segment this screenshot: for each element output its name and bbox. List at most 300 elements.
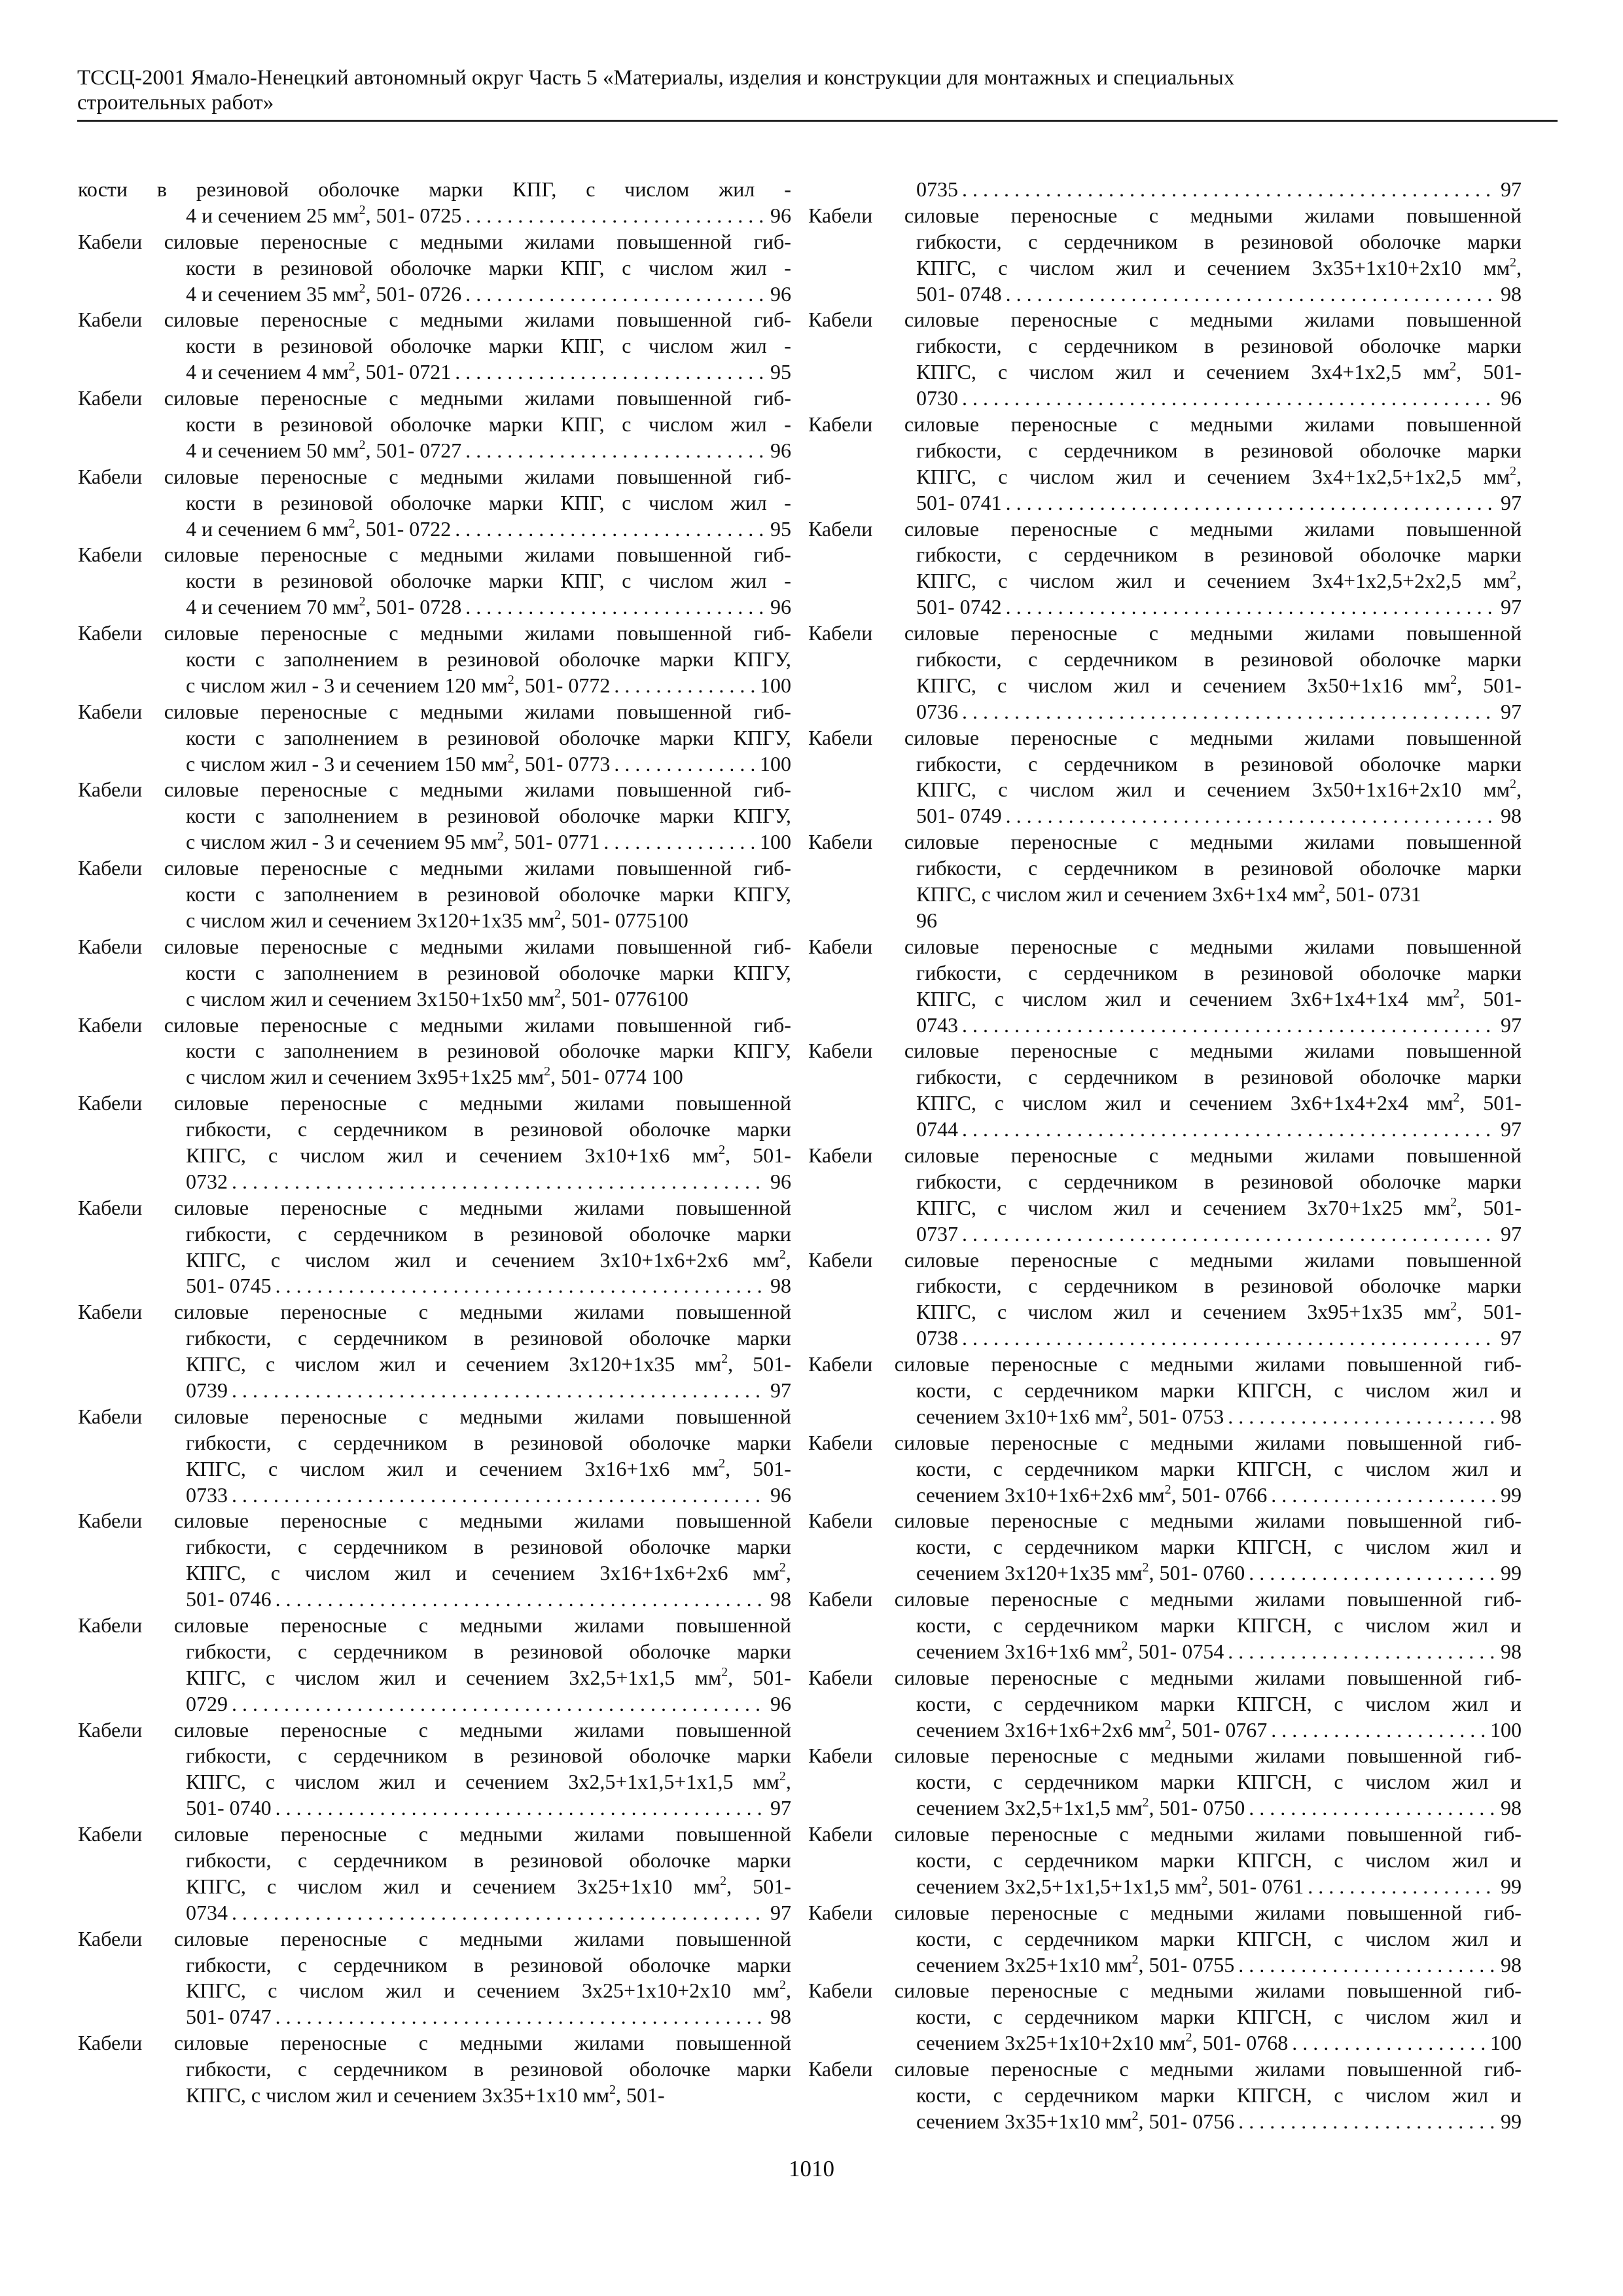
entry-text: 501- 0742 xyxy=(916,595,1002,619)
entry-word: кости xyxy=(186,960,236,984)
entry-word: медными xyxy=(459,1717,543,1742)
entry-page-number: 97 xyxy=(1501,490,1522,514)
entry-word: и xyxy=(1510,1456,1522,1480)
entry-word: в xyxy=(1204,960,1215,984)
entry-word: в xyxy=(418,882,428,906)
entry-word: гибкости, xyxy=(916,438,1002,462)
entry-word: 501- xyxy=(753,1352,791,1376)
entry-word: в xyxy=(474,1117,484,1141)
entry-text: сечением 3х16+1х6 $мм^2$, 501- 0754 xyxy=(916,1638,1224,1663)
entry-word: оболочке xyxy=(629,2057,711,2081)
entry-line xyxy=(808,1560,1522,1587)
dot-leader xyxy=(455,516,766,543)
entry-word: в xyxy=(253,569,263,593)
entry-line xyxy=(808,1404,1522,1430)
entry-word: с xyxy=(389,229,399,253)
dot-leader xyxy=(1228,1639,1497,1665)
dot-leader xyxy=(232,1900,766,1926)
entry-word: переносные xyxy=(260,621,367,645)
dot-leader xyxy=(465,203,766,229)
entry-word: сердечником xyxy=(1063,229,1178,253)
index-entry xyxy=(808,1247,1522,1352)
entry-word: оболочке xyxy=(1359,647,1441,672)
entry-word: гибкости, xyxy=(916,229,1002,253)
entry-line xyxy=(808,333,1522,359)
entry-line xyxy=(808,255,1522,281)
entry-word: гиб- xyxy=(753,778,791,802)
entry-line xyxy=(808,229,1522,255)
dot-leader xyxy=(1271,1482,1497,1509)
entry-line xyxy=(808,1456,1522,1482)
entry-word: и xyxy=(1510,1848,1522,1872)
entry-page-number: 97 xyxy=(1501,1221,1522,1246)
entry-word: с xyxy=(994,986,1004,1011)
entry-line xyxy=(78,620,791,647)
entry-word: с xyxy=(298,1952,308,1977)
entry-word: силовые xyxy=(904,1247,980,1272)
entry-word: Кабели xyxy=(808,1665,873,1689)
dot-leader xyxy=(276,1795,766,1821)
entry-word: марки xyxy=(1467,1065,1522,1089)
entry-word: 3х16+1х6 xyxy=(584,1456,670,1480)
entry-word: марки xyxy=(488,412,543,437)
entry-word: резиновой xyxy=(280,490,373,514)
entry-word: медными xyxy=(1150,1822,1234,1846)
entry-word: КПГС, xyxy=(916,986,976,1011)
entry-word: с xyxy=(998,464,1008,488)
running-header xyxy=(77,65,1556,115)
entry-word: Кабели xyxy=(808,1979,873,2003)
entry-page-number: 100 xyxy=(760,830,791,854)
entry-word: жил xyxy=(395,1561,431,1585)
entry-word: оболочке xyxy=(1359,856,1441,880)
entry-line xyxy=(808,2004,1522,2030)
entry-word: с xyxy=(1119,2057,1129,2081)
entry-word: КПГУ, xyxy=(733,804,791,828)
entry-word: кости, xyxy=(916,1378,972,1402)
entry-word: гиб- xyxy=(753,856,791,880)
entry-line xyxy=(808,1221,1522,1247)
entry-word: с xyxy=(993,1378,1003,1402)
entry-word: $мм^2$, xyxy=(753,1247,791,1272)
dot-leader xyxy=(232,1378,766,1404)
entry-word: повышенной xyxy=(1347,2057,1463,2081)
entry-word: - xyxy=(784,177,791,201)
entry-word: переносные xyxy=(280,1300,387,1324)
entry-word: Кабели xyxy=(808,1744,873,1768)
entry-word: с xyxy=(1028,229,1038,253)
entry-line xyxy=(808,2083,1522,2109)
entry-word: с xyxy=(418,1926,428,1950)
entry-word: 501- xyxy=(1483,1300,1522,1324)
dot-leader xyxy=(1228,1404,1497,1430)
entry-word: сечением xyxy=(1207,569,1291,593)
entry-line xyxy=(78,1482,791,1509)
entry-word: жил xyxy=(1452,1613,1489,1637)
entry-word: жилами xyxy=(574,1926,645,1950)
entry-word: сердечником xyxy=(333,1744,448,1768)
entry-word: силовые xyxy=(904,1143,980,1167)
entry-word: силовые xyxy=(164,856,239,880)
entry-line xyxy=(78,333,791,359)
entry-word: силовые xyxy=(894,1352,969,1376)
entry-word: и xyxy=(444,1979,455,2003)
entry-line xyxy=(808,1587,1522,1613)
entry-word: 3х2,5+1х1,5 xyxy=(569,1665,675,1689)
entry-word: жилами xyxy=(1255,1979,1325,2003)
index-entry xyxy=(808,934,1522,1039)
entry-word: числом xyxy=(1365,1770,1431,1794)
entry-word: числом xyxy=(1365,1456,1431,1480)
entry-word: числом xyxy=(1029,569,1094,593)
entry-word: марки xyxy=(1467,438,1522,462)
entry-word: с xyxy=(998,569,1008,593)
entry-word: - xyxy=(784,490,791,514)
entry-line xyxy=(78,386,791,412)
entry-line xyxy=(808,1665,1522,1691)
entry-line xyxy=(808,1743,1522,1769)
entry-line xyxy=(78,2030,791,2056)
entry-word: сердечником xyxy=(1024,1926,1139,1950)
entry-word: с xyxy=(1119,1900,1129,1924)
entry-text: сечением 3х120+1х35 $мм^2$, 501- 0760 xyxy=(916,1560,1245,1585)
entry-line xyxy=(78,542,791,568)
dot-leader xyxy=(614,751,756,778)
entry-word: резиновой xyxy=(280,334,373,358)
entry-word: оболочке xyxy=(1359,438,1441,462)
entry-word: повышенной xyxy=(616,464,732,488)
entry-page-number: 96 xyxy=(1501,386,1522,410)
entry-word: силовые xyxy=(173,1091,249,1115)
entry-page-number: 100 xyxy=(656,908,688,932)
index-entry xyxy=(808,1821,1522,1900)
entry-word: силовые xyxy=(173,1404,249,1428)
entry-word: резиновой xyxy=(1240,1065,1334,1089)
entry-word: $мм^2$, xyxy=(694,1352,734,1376)
entry-word: переносные xyxy=(991,1822,1097,1846)
index-entry xyxy=(808,1038,1522,1143)
entry-word: - xyxy=(784,412,791,437)
entry-word: марки xyxy=(1160,2083,1215,2108)
entry-word: 3х6+1х4+2х4 xyxy=(1290,1091,1408,1115)
entry-page-number: 95 xyxy=(770,360,791,384)
entry-word: Кабели xyxy=(78,1300,143,1324)
index-entry xyxy=(808,1900,1522,1979)
entry-word: гибкости, xyxy=(916,751,1002,776)
entry-page-number: 98 xyxy=(1501,1639,1522,1663)
entry-word: гиб- xyxy=(1484,1430,1522,1454)
header-line-1: ТССЦ-2001 Ямало-Ненецкий автономный округ Часть 5 «Материалы, изделия и конструкции для монтажных и специальных xyxy=(77,66,1235,90)
entry-page-number: 98 xyxy=(770,1587,791,1611)
entry-word: 3х10+1х6+2х6 xyxy=(599,1247,728,1272)
entry-text: 0738 xyxy=(916,1326,958,1350)
entry-word: и xyxy=(445,1143,457,1167)
entry-word: числом xyxy=(1029,778,1094,802)
index-entry xyxy=(78,1195,791,1300)
entry-line xyxy=(808,699,1522,725)
entry-word: жил xyxy=(1116,464,1152,488)
entry-page-number: 98 xyxy=(770,2005,791,2029)
entry-word: оболочке xyxy=(1359,543,1441,567)
entry-word: с xyxy=(298,1221,308,1246)
entry-line xyxy=(78,1978,791,2004)
entry-word: повышенной xyxy=(616,699,732,723)
entry-word: силовые xyxy=(173,1926,249,1950)
entry-word: жил xyxy=(1452,1456,1489,1480)
dot-leader xyxy=(962,1117,1497,1143)
entry-line xyxy=(808,2030,1522,2056)
entry-word: оболочке xyxy=(1359,229,1441,253)
index-entry xyxy=(808,1743,1522,1821)
entry-word: медными xyxy=(1190,1143,1273,1167)
entry-word: оболочке xyxy=(1359,1065,1441,1089)
entry-word: повышенной xyxy=(616,229,732,253)
entry-word: с xyxy=(1149,203,1158,227)
entry-word: силовые xyxy=(904,203,980,227)
entry-page-number: 99 xyxy=(1501,1561,1522,1585)
entry-word: жил xyxy=(383,1874,419,1898)
entry-word: с xyxy=(993,1456,1003,1480)
entry-word: с xyxy=(1028,647,1038,672)
entry-line xyxy=(78,1534,791,1560)
entry-word: оболочке xyxy=(390,569,472,593)
entry-text: 4 и сечением 35 $мм^2$, 501- 0726 xyxy=(186,281,462,306)
entry-word: и xyxy=(1170,1195,1183,1219)
entry-word: Кабели xyxy=(808,308,873,332)
entry-word: в xyxy=(1204,229,1215,253)
entry-word: сечением xyxy=(1203,673,1287,697)
entry-page-number: 99 xyxy=(1501,1874,1522,1898)
entry-word: переносные xyxy=(260,543,367,567)
entry-word: резиновой xyxy=(1240,1169,1334,1193)
index-entry xyxy=(78,620,791,699)
entry-word: кости, xyxy=(916,1770,972,1794)
entry-word: с xyxy=(1119,1587,1129,1611)
entry-word: марки xyxy=(737,1430,791,1454)
entry-line xyxy=(78,2083,791,2109)
entry-text: 0735 xyxy=(916,177,958,201)
entry-text: 0733 xyxy=(186,1482,228,1507)
entry-line xyxy=(808,1064,1522,1090)
entry-word: КПГС, xyxy=(916,1300,976,1324)
entry-word: марки xyxy=(659,647,714,672)
entry-word: 3х95+1х35 xyxy=(1307,1300,1403,1324)
entry-word: резиновой xyxy=(510,1221,603,1246)
entry-word: КПГУ, xyxy=(733,882,791,906)
entry-line xyxy=(808,986,1522,1013)
entry-text: 0743 xyxy=(916,1013,958,1037)
entry-word: повышенной xyxy=(676,1926,791,1950)
entry-word: с xyxy=(255,882,264,906)
entry-word: марки xyxy=(737,1535,791,1559)
entry-word: гибкости, xyxy=(186,1535,272,1559)
entry-line xyxy=(78,908,791,934)
entry-word: в xyxy=(253,412,263,437)
entry-page-number: 98 xyxy=(1501,281,1522,306)
dot-leader xyxy=(465,281,766,308)
entry-word: Кабели xyxy=(78,1195,143,1219)
dot-leader xyxy=(232,1691,766,1717)
entry-word: числом xyxy=(648,255,713,279)
entry-text: 501- 0741 xyxy=(916,490,1002,514)
entry-word: КПГСН, xyxy=(1236,1848,1312,1872)
entry-word: с xyxy=(993,1926,1003,1950)
entry-line xyxy=(808,1848,1522,1874)
entry-word: силовые xyxy=(904,621,980,645)
entry-page-number: 95 xyxy=(770,516,791,541)
entry-word: жилами xyxy=(524,778,595,802)
entry-word: с xyxy=(418,1717,428,1742)
dot-leader xyxy=(1006,490,1497,516)
entry-word: с xyxy=(1334,1691,1344,1715)
entry-line xyxy=(78,882,791,908)
entry-word: в xyxy=(1204,1274,1215,1298)
entry-line xyxy=(808,464,1522,490)
entry-word: медными xyxy=(1190,203,1273,227)
entry-word: гиб- xyxy=(1484,1587,1522,1611)
entry-word: заполнением xyxy=(283,882,399,906)
entry-word: силовые xyxy=(164,308,239,332)
index-entry xyxy=(808,307,1522,412)
entry-word: с xyxy=(389,778,399,802)
entry-word: жил xyxy=(1116,778,1152,802)
entry-page-number: 97 xyxy=(770,1900,791,1924)
entry-word: с xyxy=(1028,751,1038,776)
entry-word: сердечником xyxy=(1063,647,1178,672)
entry-text: сечением 3х35+1х10 $мм^2$, 501- 0756 xyxy=(916,2108,1235,2133)
entry-word: 501- xyxy=(753,1665,791,1689)
entry-word: марки xyxy=(488,569,543,593)
entry-word: жил xyxy=(1452,1848,1489,1872)
entry-word: с xyxy=(1334,1926,1344,1950)
entry-word: жил xyxy=(730,334,767,358)
entry-text: 0730 xyxy=(916,386,958,410)
index-entry xyxy=(78,1404,791,1509)
entry-page-number: 99 xyxy=(1501,1482,1522,1507)
entry-word: марки xyxy=(1160,1613,1215,1637)
entry-word: Кабели xyxy=(78,229,143,253)
entry-word: повышенной xyxy=(676,1404,791,1428)
entry-word: повышенной xyxy=(1347,1900,1463,1924)
entry-word: марки xyxy=(488,255,543,279)
entry-line xyxy=(78,934,791,960)
entry-word: оболочке xyxy=(1359,1274,1441,1298)
entry-word: гибкости, xyxy=(916,334,1002,358)
entry-word: с xyxy=(1334,1535,1344,1559)
entry-word: жилами xyxy=(524,229,595,253)
entry-word: с xyxy=(622,412,632,437)
entry-line xyxy=(78,438,791,464)
entry-word: 3х120+1х35 xyxy=(569,1352,675,1376)
entry-line xyxy=(78,1430,791,1456)
entry-word: КПГС, xyxy=(186,1665,246,1689)
entry-line xyxy=(78,307,791,333)
entry-line xyxy=(808,1195,1522,1221)
entry-word: с xyxy=(993,2005,1003,2029)
entry-word: силовые xyxy=(904,1039,980,1063)
entry-page-number: 96 xyxy=(770,281,791,306)
entry-word: Кабели xyxy=(78,1509,143,1533)
entry-word: жил xyxy=(1116,255,1152,279)
entry-word: резиновой xyxy=(510,1430,603,1454)
entry-line xyxy=(78,568,791,594)
entry-word: и xyxy=(1510,1691,1522,1715)
entry-word: жилами xyxy=(574,1613,645,1637)
entry-word: КПГС, xyxy=(186,1874,246,1898)
entry-line xyxy=(78,412,791,438)
entry-word: гиб- xyxy=(753,699,791,723)
entry-word: жилами xyxy=(574,2031,645,2055)
entry-word: сечением xyxy=(473,1874,556,1898)
entry-word: с xyxy=(268,1143,278,1167)
entry-word: гибкости, xyxy=(916,1065,1002,1089)
entry-word: с xyxy=(1119,1744,1129,1768)
entry-word: $мм^2$, xyxy=(1426,986,1465,1011)
entry-word: числом xyxy=(1027,1195,1093,1219)
entry-line xyxy=(78,986,791,1013)
index-entry xyxy=(808,725,1522,830)
entry-word: с xyxy=(389,1013,399,1037)
entry-line xyxy=(808,1978,1522,2004)
entry-word: марки xyxy=(1467,1274,1522,1298)
entry-word: Кабели xyxy=(808,1900,873,1924)
entry-word: КПГС, xyxy=(186,1561,246,1585)
entry-line xyxy=(78,2056,791,2083)
entry-line xyxy=(78,1378,791,1404)
entry-word: с xyxy=(389,543,399,567)
entry-word: Кабели xyxy=(78,1404,143,1428)
entry-word: медными xyxy=(1150,1900,1234,1924)
entry-word: в xyxy=(1204,647,1215,672)
entry-word: в xyxy=(1204,334,1215,358)
entry-word: с xyxy=(1028,1169,1038,1193)
entry-word: гибкости, xyxy=(186,1326,272,1350)
entry-word: гибкости, xyxy=(186,1744,272,1768)
entry-line xyxy=(808,2056,1522,2083)
entry-word: кости xyxy=(78,177,128,201)
entry-text: 501- 0740 xyxy=(186,1796,272,1820)
entry-word: 3х35+1х10+2х10 xyxy=(1311,255,1462,279)
entry-word: Кабели xyxy=(808,412,873,437)
entry-word: медными xyxy=(1150,1587,1234,1611)
entry-word: медными xyxy=(420,308,503,332)
entry-word: жилами xyxy=(524,464,595,488)
entry-line xyxy=(78,1013,791,1039)
entry-word: силовые xyxy=(164,621,239,645)
entry-word: силовые xyxy=(894,1979,969,2003)
dot-leader xyxy=(232,1482,766,1509)
entry-word: с xyxy=(1119,1979,1129,2003)
entry-text: с числом жил и сечением 3х150+1х50 $мм^2$, 501- 0776 xyxy=(186,986,657,1011)
entry-word: переносные xyxy=(1010,1143,1118,1167)
entry-word: силовые xyxy=(164,543,239,567)
entry-word: с xyxy=(1334,2005,1344,2029)
entry-word: сердечником xyxy=(1063,334,1178,358)
entry-word: заполнением xyxy=(283,725,399,749)
entry-word: с xyxy=(1149,308,1158,332)
entry-word: 501- xyxy=(753,1143,791,1167)
entry-word: сердечником xyxy=(333,1221,448,1246)
entry-word: повышенной xyxy=(616,934,732,958)
entry-word: жилами xyxy=(524,621,595,645)
entry-line xyxy=(808,1090,1522,1117)
entry-word: Кабели xyxy=(808,516,873,541)
entry-line xyxy=(78,359,791,386)
entry-word: переносные xyxy=(260,934,367,958)
entry-page-number: 100 xyxy=(760,751,791,776)
entry-word: сечением xyxy=(491,1247,575,1272)
entry-word: жил xyxy=(1113,1195,1150,1219)
